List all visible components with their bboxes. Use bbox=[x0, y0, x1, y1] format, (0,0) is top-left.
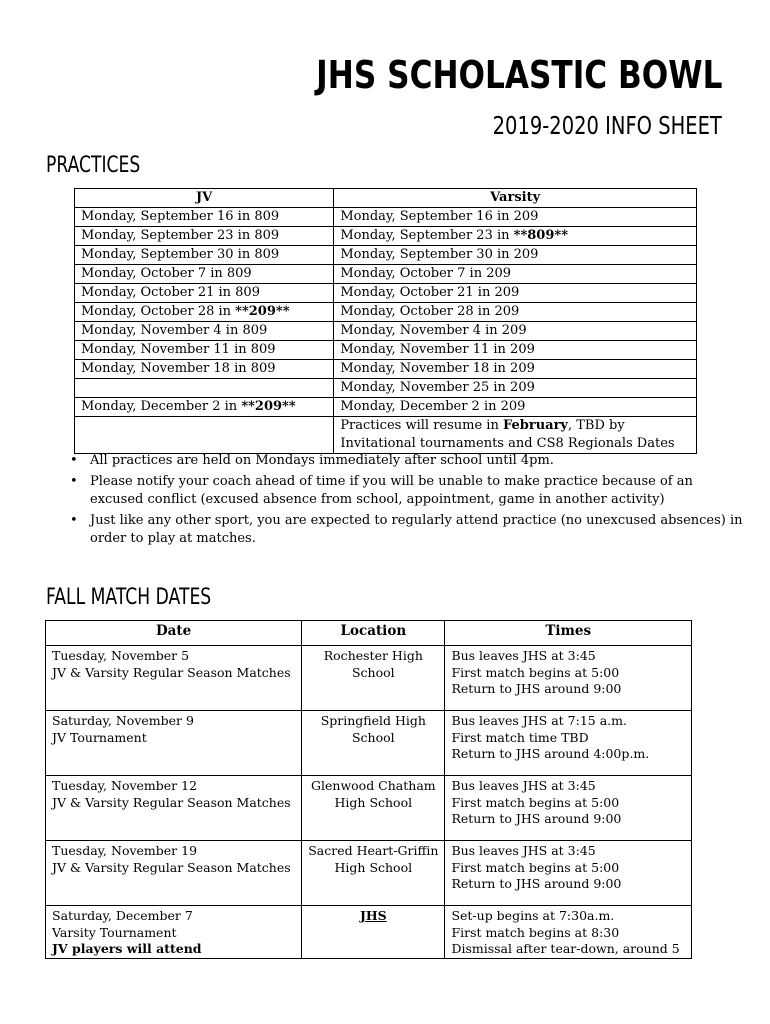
match-event: Varsity Tournament bbox=[52, 924, 177, 940]
column-header-times: Times bbox=[445, 621, 692, 646]
page-title: JHS SCHOLASTIC BOWL bbox=[315, 53, 722, 97]
time-line: Set-up begins at 7:30a.m. bbox=[451, 908, 615, 923]
location-line: Sacred Heart-Griffin bbox=[308, 843, 439, 858]
table-row bbox=[46, 906, 692, 959]
varsity-practice-cell: Monday, November 25 in 209 bbox=[334, 379, 697, 398]
resume-note-cell bbox=[334, 417, 697, 454]
location-line: School bbox=[351, 729, 395, 745]
location-cell bbox=[302, 646, 445, 711]
location-cell bbox=[302, 776, 445, 841]
cell-text: Monday, September 23 in bbox=[340, 228, 514, 243]
table-row bbox=[75, 208, 697, 227]
times-cell bbox=[445, 711, 692, 776]
match-date: Tuesday, November 5 bbox=[52, 648, 190, 663]
table-row bbox=[46, 841, 692, 906]
table-row bbox=[75, 246, 697, 265]
time-line: Bus leaves JHS at 3:45 bbox=[451, 648, 596, 663]
location-line: Glenwood Chatham bbox=[311, 778, 436, 793]
varsity-practice-cell: Monday, November 18 in 209 bbox=[334, 360, 697, 379]
location-line: Springfield High bbox=[320, 713, 426, 728]
table-row bbox=[46, 711, 692, 776]
cell-text: Monday, October 28 in bbox=[81, 304, 236, 319]
jv-practice-cell: Monday, October 7 in 809 bbox=[75, 265, 334, 284]
list-item: • Just like any other sport, you are expected to regularly attend practice (no unexcused absences) in order to play at matches. bbox=[90, 512, 750, 549]
date-cell bbox=[46, 711, 302, 776]
times-cell bbox=[445, 646, 692, 711]
time-line: Dismissal after tear-down, around 5 bbox=[451, 941, 680, 956]
match-date: Tuesday, November 12 bbox=[52, 778, 198, 793]
location-cell bbox=[302, 841, 445, 906]
table-row bbox=[75, 303, 697, 322]
time-line: First match begins at 5:00 bbox=[451, 859, 620, 875]
time-line: Bus leaves JHS at 7:15 a.m. bbox=[451, 713, 627, 728]
time-line: Return to JHS around 4:00p.m. bbox=[451, 746, 650, 761]
column-header-date: Date bbox=[46, 621, 302, 646]
jv-practice-cell bbox=[75, 379, 334, 398]
table-row bbox=[75, 379, 697, 398]
match-event: JV & Varsity Regular Season Matches bbox=[52, 859, 291, 875]
match-date: Saturday, December 7 bbox=[52, 908, 193, 923]
match-event: JV Tournament bbox=[52, 729, 147, 745]
cell-text: Monday, December 2 in bbox=[81, 399, 242, 414]
times-cell bbox=[445, 841, 692, 906]
practices-heading: PRACTICES bbox=[46, 153, 141, 178]
jv-practice-cell: Monday, November 18 in 809 bbox=[75, 360, 334, 379]
practice-notes-list bbox=[70, 452, 750, 551]
table-row bbox=[75, 417, 697, 454]
table-row bbox=[75, 284, 697, 303]
column-header-jv: JV bbox=[75, 189, 334, 208]
column-header-varsity: Varsity bbox=[334, 189, 697, 208]
location-cell bbox=[302, 711, 445, 776]
table-row bbox=[75, 322, 697, 341]
time-line: First match begins at 5:00 bbox=[451, 794, 620, 810]
location-cell bbox=[302, 906, 445, 959]
time-line: Return to JHS around 9:00 bbox=[451, 876, 622, 891]
jv-practice-cell: Monday, September 30 in 809 bbox=[75, 246, 334, 265]
location-line: High School bbox=[334, 859, 413, 875]
match-event: JV & Varsity Regular Season Matches bbox=[52, 794, 291, 810]
varsity-practice-cell bbox=[334, 227, 697, 246]
times-cell bbox=[445, 906, 692, 959]
jv-practice-cell: Monday, November 4 in 809 bbox=[75, 322, 334, 341]
jv-practice-cell: Monday, September 16 in 809 bbox=[75, 208, 334, 227]
varsity-practice-cell: Monday, September 16 in 209 bbox=[334, 208, 697, 227]
resume-month: February bbox=[502, 418, 568, 433]
table-row bbox=[75, 341, 697, 360]
room-emphasis: **209** bbox=[241, 399, 296, 414]
list-item: • All practices are held on Mondays immediately after school until 4pm. bbox=[90, 452, 750, 471]
cell-text: , TBD by bbox=[567, 418, 625, 433]
table-row bbox=[46, 776, 692, 841]
matches-heading: FALL MATCH DATES bbox=[46, 585, 212, 610]
jv-practice-cell bbox=[75, 398, 334, 417]
match-note: JV players will attend bbox=[52, 941, 202, 956]
date-cell bbox=[46, 841, 302, 906]
table-row bbox=[75, 360, 697, 379]
page-subtitle: 2019-2020 INFO SHEET bbox=[492, 111, 722, 140]
location-line: Rochester High bbox=[323, 648, 423, 663]
varsity-practice-cell: Monday, October 28 in 209 bbox=[334, 303, 697, 322]
date-cell bbox=[46, 906, 302, 959]
jv-practice-cell: Monday, October 21 in 809 bbox=[75, 284, 334, 303]
jv-practice-cell bbox=[75, 303, 334, 322]
match-date: Tuesday, November 19 bbox=[52, 843, 198, 858]
varsity-practice-cell: Monday, November 11 in 209 bbox=[334, 341, 697, 360]
jv-practice-cell: Monday, November 11 in 809 bbox=[75, 341, 334, 360]
varsity-practice-cell: Monday, October 21 in 209 bbox=[334, 284, 697, 303]
location-line: High School bbox=[334, 794, 413, 810]
table-row bbox=[75, 265, 697, 284]
time-line: Bus leaves JHS at 3:45 bbox=[451, 778, 596, 793]
column-header-location: Location bbox=[302, 621, 445, 646]
list-item: • Please notify your coach ahead of time if you will be unable to make practice because of an excused conflict (excused absence from school, appointment, game in another activity) bbox=[90, 473, 750, 510]
time-line: First match time TBD bbox=[451, 729, 589, 745]
varsity-practice-cell: Monday, November 4 in 209 bbox=[334, 322, 697, 341]
jv-practice-cell: Monday, September 23 in 809 bbox=[75, 227, 334, 246]
table-row bbox=[75, 398, 697, 417]
table-row bbox=[75, 227, 697, 246]
cell-text: Practices will resume in bbox=[340, 418, 503, 433]
date-cell bbox=[46, 646, 302, 711]
match-event: JV & Varsity Regular Season Matches bbox=[52, 664, 291, 680]
match-date: Saturday, November 9 bbox=[52, 713, 194, 728]
room-emphasis: **809** bbox=[513, 228, 568, 243]
location-line: School bbox=[351, 664, 395, 680]
room-emphasis: **209** bbox=[235, 304, 290, 319]
varsity-practice-cell: Monday, December 2 in 209 bbox=[334, 398, 697, 417]
table-header-row bbox=[46, 621, 692, 646]
time-line: Return to JHS around 9:00 bbox=[451, 811, 622, 826]
time-line: Bus leaves JHS at 3:45 bbox=[451, 843, 596, 858]
time-line: Return to JHS around 9:00 bbox=[451, 681, 622, 696]
time-line: First match begins at 8:30 bbox=[451, 924, 620, 940]
table-header-row bbox=[75, 189, 697, 208]
table-row bbox=[46, 646, 692, 711]
jv-practice-cell bbox=[75, 417, 334, 454]
date-cell bbox=[46, 776, 302, 841]
cell-text: Invitational tournaments and CS8 Regionals Dates bbox=[340, 436, 675, 451]
time-line: First match begins at 5:00 bbox=[451, 664, 620, 680]
match-dates-table bbox=[45, 620, 692, 959]
times-cell bbox=[445, 776, 692, 841]
varsity-practice-cell: Monday, September 30 in 209 bbox=[334, 246, 697, 265]
practice-schedule-table bbox=[74, 188, 697, 454]
location-line: JHS bbox=[359, 908, 387, 923]
varsity-practice-cell: Monday, October 7 in 209 bbox=[334, 265, 697, 284]
